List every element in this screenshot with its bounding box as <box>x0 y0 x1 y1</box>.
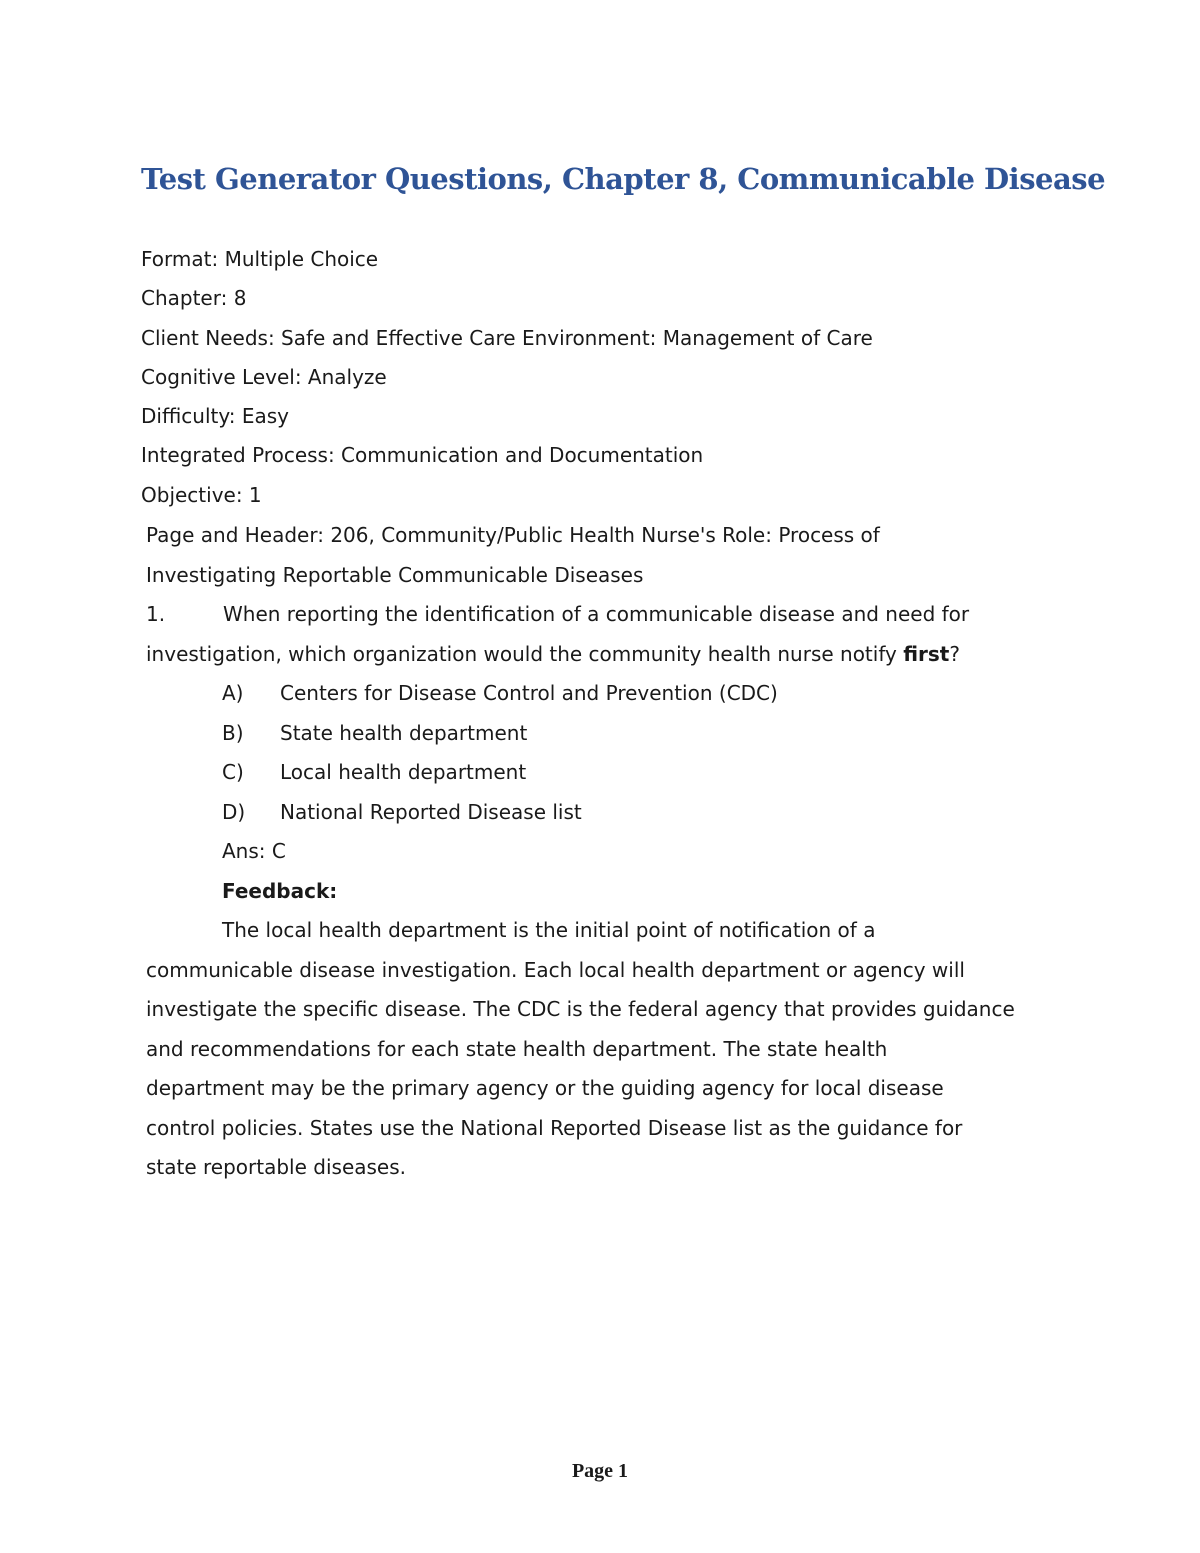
option-b-letter: B) <box>222 720 244 745</box>
question-text-line-1: When reporting the identification of a communicable disease and need for <box>223 602 970 626</box>
option-d <box>146 793 1066 833</box>
meta-cognitive-level: Cognitive Level: Analyze <box>141 364 387 389</box>
option-b <box>146 714 1066 754</box>
question-text-line-2: investigation, which organization would the community health nurse notify <box>146 641 904 666</box>
option-c <box>146 753 1066 793</box>
question-metadata <box>141 240 873 515</box>
feedback-line: communicable disease investigation. Each local health department or agency will <box>146 957 965 982</box>
feedback-line: investigate the specific disease. The CDC is the federal agency that provides guidance <box>146 997 1015 1021</box>
question-mark: ? <box>949 641 960 666</box>
feedback-line: control policies. States use the National Reported Disease list as the guidance for <box>146 1115 963 1140</box>
feedback-line: department may be the primary agency or the guiding agency for local disease <box>146 1076 944 1100</box>
option-d-letter: D) <box>222 799 246 824</box>
page-number: Page 1 <box>571 1460 629 1482</box>
option-a-letter: A) <box>222 681 244 705</box>
question-emphasis: first <box>903 641 950 666</box>
question-line-1 <box>146 595 1066 635</box>
meta-objective: Objective: 1 <box>141 482 262 507</box>
page-header-line-1: Page and Header: 206, Community/Public Health Nurse's Role: Process of <box>146 523 880 547</box>
page-header-line-2: Investigating Reportable Communicable Diseases <box>146 562 644 587</box>
question-block <box>146 516 1066 1188</box>
option-a <box>146 674 1066 714</box>
meta-format: Format: Multiple Choice <box>141 247 379 271</box>
option-c-text: Local health department <box>280 760 527 784</box>
meta-integrated-process: Integrated Process: Communication and Documentation <box>141 443 704 468</box>
meta-client-needs: Client Needs: Safe and Effective Care Environment: Management of Care <box>141 325 873 350</box>
meta-difficulty: Difficulty: Easy <box>141 404 289 429</box>
option-b-text: State health department <box>280 720 528 745</box>
meta-chapter: Chapter: 8 <box>141 286 247 311</box>
question-line-2 <box>146 635 1066 675</box>
document-title: Test Generator Questions, Chapter 8, Communicable Disease <box>141 162 1106 196</box>
option-d-text: National Reported Disease list <box>280 799 582 824</box>
feedback-line: and recommendations for each state health department. The state health <box>146 1036 888 1061</box>
option-c-letter: C) <box>222 760 244 784</box>
answer: Ans: C <box>222 839 286 863</box>
feedback-line: state reportable diseases. <box>146 1155 407 1179</box>
question-number: 1. <box>146 602 166 626</box>
feedback-line: The local health department is the initial point of notification of a <box>222 918 876 942</box>
option-a-text: Centers for Disease Control and Prevention (CDC) <box>280 681 778 705</box>
feedback-label: Feedback: <box>222 878 338 903</box>
